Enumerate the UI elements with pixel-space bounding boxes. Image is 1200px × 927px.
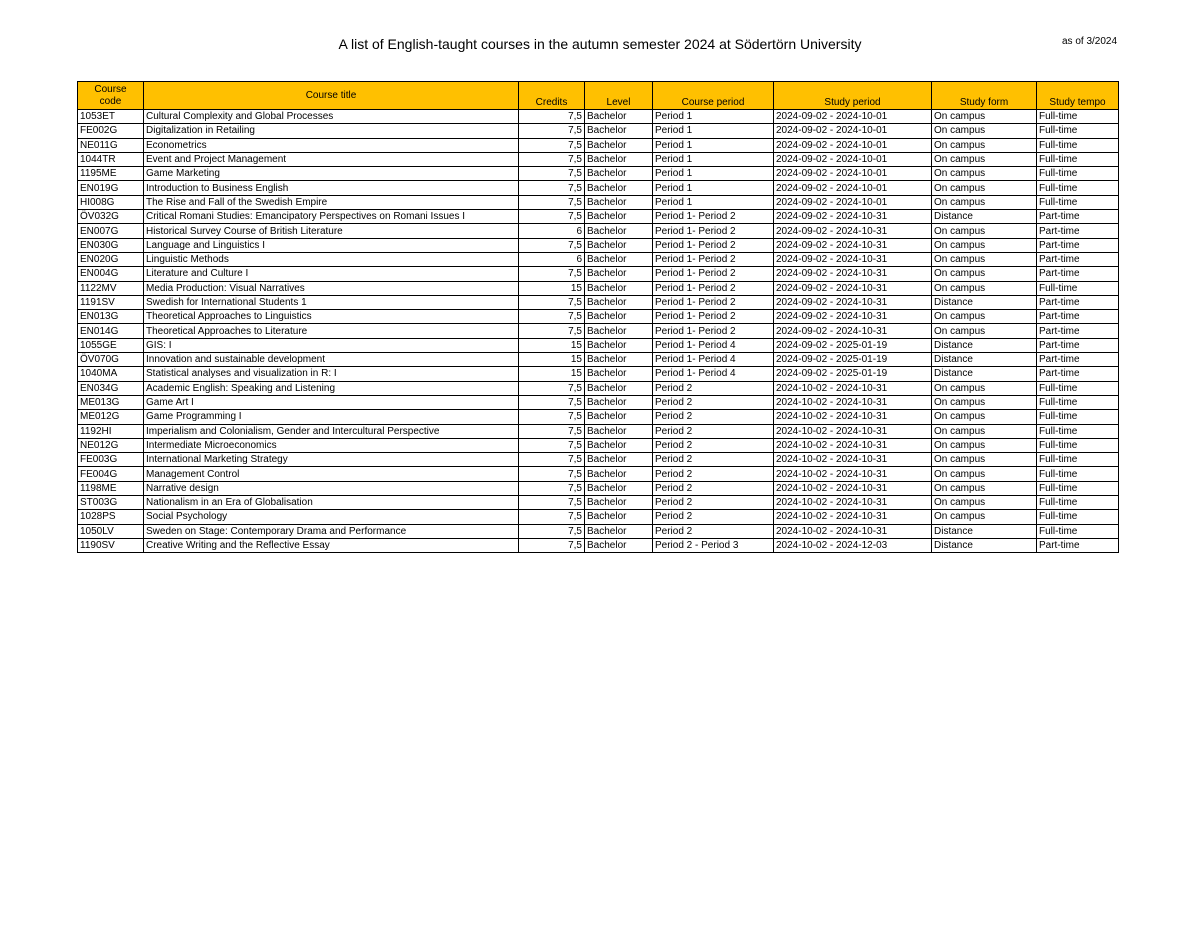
cell-study-tempo: Part-time (1037, 238, 1119, 252)
cell-level: Bachelor (585, 252, 653, 266)
table-row (78, 181, 1119, 195)
cell-study-tempo: Full-time (1037, 524, 1119, 538)
cell-level: Bachelor (585, 524, 653, 538)
cell-course-title: Linguistic Methods (144, 252, 519, 266)
cell-study-period: 2024-09-02 - 2024-10-31 (774, 281, 932, 295)
cell-study-form: On campus (932, 267, 1037, 281)
courses-table (77, 81, 1119, 553)
cell-study-period: 2024-10-02 - 2024-12-03 (774, 538, 932, 552)
cell-course-title: Event and Project Management (144, 152, 519, 166)
cell-course-code: 1050LV (78, 524, 144, 538)
table-row (78, 524, 1119, 538)
document-title: A list of English-taught courses in the autumn semester 2024 at Södertörn University (338, 36, 862, 52)
cell-course-code: ÖV070G (78, 353, 144, 367)
cell-credits: 6 (519, 224, 585, 238)
cell-study-form: On campus (932, 224, 1037, 238)
header-study-tempo: Study tempo (1037, 82, 1119, 110)
cell-course-code: 1190SV (78, 538, 144, 552)
cell-credits: 7,5 (519, 467, 585, 481)
cell-study-period: 2024-09-02 - 2024-10-01 (774, 138, 932, 152)
cell-study-form: On campus (932, 195, 1037, 209)
cell-study-period: 2024-09-02 - 2024-10-01 (774, 167, 932, 181)
cell-study-tempo: Part-time (1037, 367, 1119, 381)
cell-study-period: 2024-09-02 - 2024-10-31 (774, 267, 932, 281)
cell-level: Bachelor (585, 381, 653, 395)
cell-level: Bachelor (585, 195, 653, 209)
cell-credits: 7,5 (519, 481, 585, 495)
cell-study-period: 2024-09-02 - 2024-10-01 (774, 110, 932, 124)
cell-level: Bachelor (585, 496, 653, 510)
table-row (78, 124, 1119, 138)
cell-course-period: Period 2 (653, 481, 774, 495)
cell-study-tempo: Full-time (1037, 110, 1119, 124)
table-row (78, 367, 1119, 381)
cell-credits: 7,5 (519, 538, 585, 552)
table-row (78, 267, 1119, 281)
header-course-period: Course period (653, 82, 774, 110)
header-course-code: Course code (78, 82, 144, 110)
cell-study-form: On campus (932, 310, 1037, 324)
header-credits: Credits (519, 82, 585, 110)
table-row (78, 410, 1119, 424)
cell-course-title: Statistical analyses and visualization in R: I (144, 367, 519, 381)
cell-study-period: 2024-09-02 - 2024-10-31 (774, 310, 932, 324)
cell-study-form: On campus (932, 167, 1037, 181)
table-row (78, 353, 1119, 367)
cell-study-period: 2024-09-02 - 2024-10-01 (774, 152, 932, 166)
cell-study-form: Distance (932, 210, 1037, 224)
cell-level: Bachelor (585, 467, 653, 481)
cell-study-form: Distance (932, 538, 1037, 552)
cell-course-code: 1122MV (78, 281, 144, 295)
header-level: Level (585, 82, 653, 110)
cell-level: Bachelor (585, 324, 653, 338)
cell-course-title: Game Art I (144, 395, 519, 409)
cell-course-period: Period 2 (653, 438, 774, 452)
cell-level: Bachelor (585, 338, 653, 352)
cell-level: Bachelor (585, 281, 653, 295)
cell-course-period: Period 2 (653, 524, 774, 538)
cell-course-period: Period 1 (653, 110, 774, 124)
cell-credits: 7,5 (519, 381, 585, 395)
cell-course-code: EN014G (78, 324, 144, 338)
cell-study-tempo: Full-time (1037, 138, 1119, 152)
cell-level: Bachelor (585, 481, 653, 495)
table-row (78, 195, 1119, 209)
cell-course-code: FE004G (78, 467, 144, 481)
cell-study-tempo: Full-time (1037, 181, 1119, 195)
cell-study-period: 2024-10-02 - 2024-10-31 (774, 524, 932, 538)
cell-study-tempo: Part-time (1037, 353, 1119, 367)
table-row (78, 238, 1119, 252)
cell-study-form: On campus (932, 467, 1037, 481)
cell-course-period: Period 1 (653, 195, 774, 209)
cell-credits: 7,5 (519, 453, 585, 467)
cell-level: Bachelor (585, 453, 653, 467)
cell-study-period: 2024-09-02 - 2024-10-31 (774, 224, 932, 238)
table-row (78, 395, 1119, 409)
cell-study-tempo: Part-time (1037, 210, 1119, 224)
cell-course-code: 1198ME (78, 481, 144, 495)
table-row (78, 481, 1119, 495)
cell-study-period: 2024-10-02 - 2024-10-31 (774, 438, 932, 452)
cell-study-tempo: Part-time (1037, 224, 1119, 238)
cell-study-period: 2024-10-02 - 2024-10-31 (774, 424, 932, 438)
cell-course-period: Period 2 (653, 424, 774, 438)
cell-study-tempo: Full-time (1037, 410, 1119, 424)
as-of-date: as of 3/2024 (1062, 36, 1118, 47)
cell-course-title: Innovation and sustainable development (144, 353, 519, 367)
cell-course-period: Period 1- Period 4 (653, 338, 774, 352)
cell-study-tempo: Full-time (1037, 453, 1119, 467)
table-row (78, 324, 1119, 338)
cell-course-title: International Marketing Strategy (144, 453, 519, 467)
table-row (78, 167, 1119, 181)
cell-course-title: Creative Writing and the Reflective Essay (144, 538, 519, 552)
cell-credits: 7,5 (519, 424, 585, 438)
cell-study-period: 2024-10-02 - 2024-10-31 (774, 481, 932, 495)
cell-course-period: Period 1- Period 2 (653, 224, 774, 238)
cell-study-form: Distance (932, 295, 1037, 309)
cell-course-title: Sweden on Stage: Contemporary Drama and Performance (144, 524, 519, 538)
cell-course-code: 1191SV (78, 295, 144, 309)
cell-study-form: On campus (932, 510, 1037, 524)
cell-course-period: Period 1- Period 2 (653, 252, 774, 266)
cell-course-title: Imperialism and Colonialism, Gender and Intercultural Perspective (144, 424, 519, 438)
table-row (78, 438, 1119, 452)
cell-study-period: 2024-09-02 - 2024-10-31 (774, 238, 932, 252)
cell-course-title: Historical Survey Course of British Literature (144, 224, 519, 238)
cell-course-code: FE002G (78, 124, 144, 138)
cell-level: Bachelor (585, 538, 653, 552)
cell-level: Bachelor (585, 110, 653, 124)
cell-study-period: 2024-10-02 - 2024-10-31 (774, 395, 932, 409)
cell-credits: 7,5 (519, 410, 585, 424)
cell-study-period: 2024-10-02 - 2024-10-31 (774, 381, 932, 395)
cell-study-period: 2024-09-02 - 2024-10-31 (774, 252, 932, 266)
cell-study-form: On campus (932, 238, 1037, 252)
header-study-period: Study period (774, 82, 932, 110)
table-row (78, 224, 1119, 238)
cell-study-form: Distance (932, 353, 1037, 367)
cell-study-tempo: Full-time (1037, 124, 1119, 138)
table-row (78, 467, 1119, 481)
cell-credits: 7,5 (519, 152, 585, 166)
cell-course-code: 1028PS (78, 510, 144, 524)
cell-course-title: Game Marketing (144, 167, 519, 181)
cell-course-code: EN020G (78, 252, 144, 266)
cell-level: Bachelor (585, 395, 653, 409)
cell-course-title: GIS: I (144, 338, 519, 352)
cell-course-title: The Rise and Fall of the Swedish Empire (144, 195, 519, 209)
cell-study-form: On campus (932, 481, 1037, 495)
cell-study-form: On campus (932, 252, 1037, 266)
cell-level: Bachelor (585, 353, 653, 367)
cell-study-form: On campus (932, 438, 1037, 452)
cell-study-tempo: Part-time (1037, 324, 1119, 338)
cell-course-code: ST003G (78, 496, 144, 510)
cell-course-period: Period 2 - Period 3 (653, 538, 774, 552)
cell-course-title: Literature and Culture I (144, 267, 519, 281)
cell-level: Bachelor (585, 295, 653, 309)
cell-study-period: 2024-09-02 - 2024-10-31 (774, 295, 932, 309)
cell-credits: 7,5 (519, 124, 585, 138)
cell-credits: 7,5 (519, 510, 585, 524)
cell-study-tempo: Full-time (1037, 467, 1119, 481)
cell-level: Bachelor (585, 138, 653, 152)
cell-course-period: Period 1 (653, 181, 774, 195)
cell-study-tempo: Full-time (1037, 381, 1119, 395)
cell-credits: 15 (519, 367, 585, 381)
cell-course-period: Period 1 (653, 167, 774, 181)
table-row (78, 110, 1119, 124)
cell-course-code: 1040MA (78, 367, 144, 381)
cell-course-code: EN007G (78, 224, 144, 238)
cell-study-form: Distance (932, 524, 1037, 538)
cell-study-form: On campus (932, 410, 1037, 424)
cell-course-period: Period 1- Period 2 (653, 324, 774, 338)
cell-credits: 15 (519, 281, 585, 295)
cell-course-period: Period 2 (653, 467, 774, 481)
cell-study-form: Distance (932, 338, 1037, 352)
cell-level: Bachelor (585, 424, 653, 438)
cell-level: Bachelor (585, 181, 653, 195)
cell-study-tempo: Full-time (1037, 395, 1119, 409)
cell-study-period: 2024-09-02 - 2024-10-31 (774, 324, 932, 338)
cell-study-tempo: Full-time (1037, 510, 1119, 524)
table-row (78, 424, 1119, 438)
cell-course-period: Period 1 (653, 152, 774, 166)
cell-level: Bachelor (585, 267, 653, 281)
cell-course-title: Narrative design (144, 481, 519, 495)
cell-course-period: Period 1- Period 2 (653, 310, 774, 324)
cell-study-tempo: Full-time (1037, 438, 1119, 452)
cell-credits: 7,5 (519, 110, 585, 124)
cell-course-code: 1055GE (78, 338, 144, 352)
cell-study-form: On campus (932, 181, 1037, 195)
cell-study-tempo: Full-time (1037, 167, 1119, 181)
cell-study-tempo: Full-time (1037, 424, 1119, 438)
cell-credits: 7,5 (519, 438, 585, 452)
cell-course-title: Academic English: Speaking and Listening (144, 381, 519, 395)
cell-course-title: Critical Romani Studies: Emancipatory Perspectives on Romani Issues I (144, 210, 519, 224)
cell-level: Bachelor (585, 410, 653, 424)
cell-course-code: EN034G (78, 381, 144, 395)
header-row (78, 82, 1119, 110)
cell-course-code: EN004G (78, 267, 144, 281)
table-row (78, 210, 1119, 224)
table-row (78, 338, 1119, 352)
cell-study-tempo: Part-time (1037, 267, 1119, 281)
cell-course-title: Introduction to Business English (144, 181, 519, 195)
cell-study-form: On campus (932, 152, 1037, 166)
cell-course-code: 1192HI (78, 424, 144, 438)
cell-course-code: 1044TR (78, 152, 144, 166)
cell-study-form: On campus (932, 395, 1037, 409)
cell-course-period: Period 1 (653, 138, 774, 152)
cell-study-tempo: Full-time (1037, 281, 1119, 295)
cell-course-period: Period 1- Period 2 (653, 210, 774, 224)
table-row (78, 510, 1119, 524)
cell-course-code: EN030G (78, 238, 144, 252)
table-row (78, 281, 1119, 295)
table-row (78, 252, 1119, 266)
cell-course-period: Period 2 (653, 510, 774, 524)
cell-credits: 7,5 (519, 138, 585, 152)
cell-credits: 7,5 (519, 181, 585, 195)
table-row (78, 152, 1119, 166)
cell-credits: 7,5 (519, 267, 585, 281)
cell-study-tempo: Part-time (1037, 338, 1119, 352)
cell-course-period: Period 2 (653, 410, 774, 424)
cell-study-period: 2024-09-02 - 2025-01-19 (774, 353, 932, 367)
cell-study-form: On campus (932, 453, 1037, 467)
cell-study-tempo: Part-time (1037, 538, 1119, 552)
cell-study-tempo: Part-time (1037, 252, 1119, 266)
cell-study-period: 2024-09-02 - 2024-10-01 (774, 124, 932, 138)
header-study-form: Study form (932, 82, 1037, 110)
table-row (78, 453, 1119, 467)
cell-credits: 7,5 (519, 210, 585, 224)
cell-course-period: Period 2 (653, 395, 774, 409)
cell-study-tempo: Part-time (1037, 310, 1119, 324)
cell-credits: 7,5 (519, 167, 585, 181)
cell-level: Bachelor (585, 152, 653, 166)
cell-credits: 7,5 (519, 395, 585, 409)
cell-study-form: On campus (932, 381, 1037, 395)
cell-course-title: Language and Linguistics I (144, 238, 519, 252)
cell-study-tempo: Full-time (1037, 496, 1119, 510)
cell-study-form: On campus (932, 496, 1037, 510)
cell-course-period: Period 1 (653, 124, 774, 138)
cell-course-code: 1053ET (78, 110, 144, 124)
cell-course-period: Period 2 (653, 453, 774, 467)
cell-credits: 7,5 (519, 195, 585, 209)
cell-credits: 6 (519, 252, 585, 266)
cell-course-code: EN013G (78, 310, 144, 324)
table-row (78, 138, 1119, 152)
cell-course-period: Period 1- Period 2 (653, 238, 774, 252)
cell-study-period: 2024-09-02 - 2025-01-19 (774, 367, 932, 381)
cell-course-title: Swedish for International Students 1 (144, 295, 519, 309)
cell-credits: 7,5 (519, 238, 585, 252)
cell-course-title: Cultural Complexity and Global Processes (144, 110, 519, 124)
cell-course-title: Digitalization in Retailing (144, 124, 519, 138)
cell-course-code: HI008G (78, 195, 144, 209)
cell-course-period: Period 2 (653, 496, 774, 510)
header-course-title: Course title (144, 82, 519, 110)
cell-course-code: ÖV032G (78, 210, 144, 224)
cell-level: Bachelor (585, 167, 653, 181)
cell-course-period: Period 1- Period 2 (653, 281, 774, 295)
cell-study-form: On campus (932, 324, 1037, 338)
cell-study-tempo: Part-time (1037, 295, 1119, 309)
cell-course-code: 1195ME (78, 167, 144, 181)
cell-course-title: Nationalism in an Era of Globalisation (144, 496, 519, 510)
cell-course-code: ME012G (78, 410, 144, 424)
cell-credits: 7,5 (519, 496, 585, 510)
cell-course-title: Game Programming I (144, 410, 519, 424)
course-rows (78, 110, 1119, 553)
cell-study-period: 2024-09-02 - 2024-10-01 (774, 195, 932, 209)
table-row (78, 538, 1119, 552)
cell-course-period: Period 1- Period 4 (653, 353, 774, 367)
table-row (78, 310, 1119, 324)
table-row (78, 496, 1119, 510)
cell-study-tempo: Full-time (1037, 152, 1119, 166)
cell-credits: 15 (519, 338, 585, 352)
cell-credits: 7,5 (519, 524, 585, 538)
cell-study-period: 2024-09-02 - 2025-01-19 (774, 338, 932, 352)
cell-course-period: Period 2 (653, 381, 774, 395)
cell-course-code: NE011G (78, 138, 144, 152)
cell-study-form: On campus (932, 138, 1037, 152)
cell-course-code: NE012G (78, 438, 144, 452)
cell-course-title: Theoretical Approaches to Linguistics (144, 310, 519, 324)
cell-course-title: Intermediate Microeconomics (144, 438, 519, 452)
cell-course-title: Management Control (144, 467, 519, 481)
cell-study-form: Distance (932, 367, 1037, 381)
cell-study-period: 2024-09-02 - 2024-10-31 (774, 210, 932, 224)
cell-course-period: Period 1- Period 2 (653, 295, 774, 309)
cell-level: Bachelor (585, 210, 653, 224)
cell-level: Bachelor (585, 367, 653, 381)
cell-study-period: 2024-10-02 - 2024-10-31 (774, 496, 932, 510)
cell-level: Bachelor (585, 310, 653, 324)
cell-level: Bachelor (585, 510, 653, 524)
cell-level: Bachelor (585, 124, 653, 138)
table-row (78, 381, 1119, 395)
cell-course-period: Period 1- Period 4 (653, 367, 774, 381)
table-row (78, 295, 1119, 309)
cell-level: Bachelor (585, 238, 653, 252)
cell-level: Bachelor (585, 224, 653, 238)
cell-study-period: 2024-09-02 - 2024-10-01 (774, 181, 932, 195)
cell-course-code: EN019G (78, 181, 144, 195)
cell-study-period: 2024-10-02 - 2024-10-31 (774, 467, 932, 481)
cell-study-form: On campus (932, 124, 1037, 138)
cell-study-period: 2024-10-02 - 2024-10-31 (774, 453, 932, 467)
cell-study-form: On campus (932, 424, 1037, 438)
cell-study-tempo: Full-time (1037, 481, 1119, 495)
cell-course-title: Econometrics (144, 138, 519, 152)
cell-course-title: Media Production: Visual Narratives (144, 281, 519, 295)
cell-credits: 7,5 (519, 295, 585, 309)
cell-study-period: 2024-10-02 - 2024-10-31 (774, 410, 932, 424)
cell-study-tempo: Full-time (1037, 195, 1119, 209)
cell-course-period: Period 1- Period 2 (653, 267, 774, 281)
cell-level: Bachelor (585, 438, 653, 452)
cell-course-title: Social Psychology (144, 510, 519, 524)
cell-course-code: FE003G (78, 453, 144, 467)
cell-credits: 7,5 (519, 324, 585, 338)
cell-study-form: On campus (932, 281, 1037, 295)
cell-credits: 15 (519, 353, 585, 367)
cell-study-period: 2024-10-02 - 2024-10-31 (774, 510, 932, 524)
cell-credits: 7,5 (519, 310, 585, 324)
cell-study-form: On campus (932, 110, 1037, 124)
cell-course-code: ME013G (78, 395, 144, 409)
cell-course-title: Theoretical Approaches to Literature (144, 324, 519, 338)
